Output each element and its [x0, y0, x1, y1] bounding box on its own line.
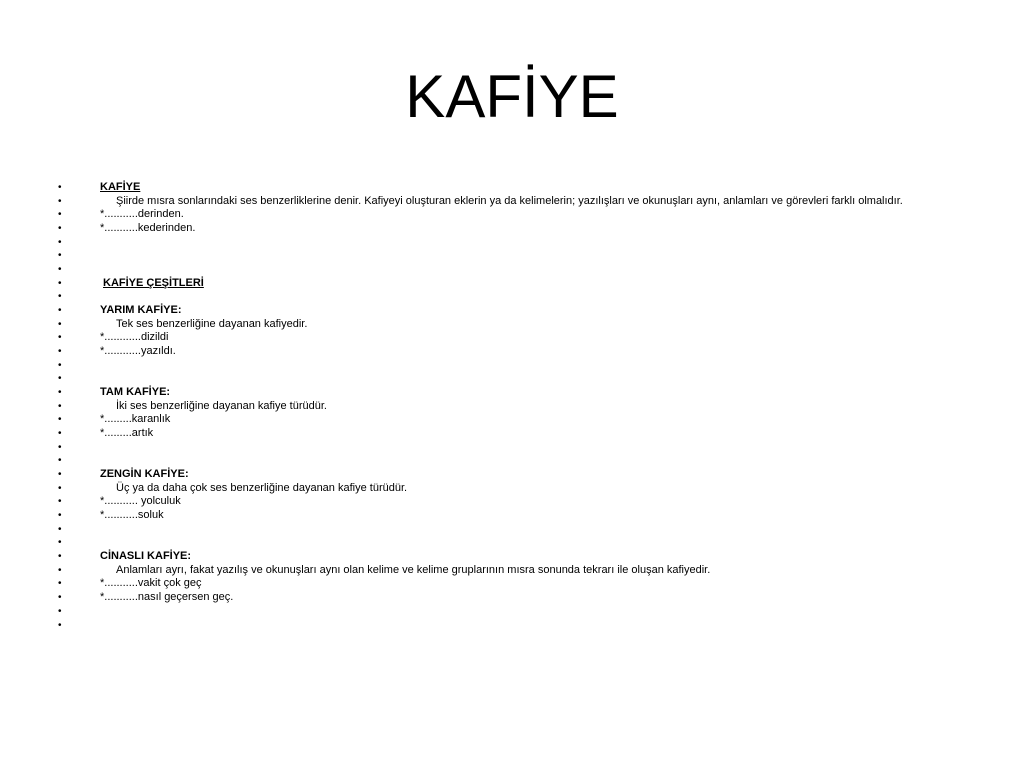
bullet-icon: • [58, 414, 62, 426]
list-item-text: Anlamları ayrı, fakat yazılış ve okunuşları aynı olan kelime ve kelime gruplarının mısra sonunda tekrarı ile oluşan kafiyedir. [116, 563, 711, 576]
bullet-list [58, 181, 998, 632]
list-item [58, 331, 998, 345]
bullet-icon: • [58, 578, 62, 590]
bullet-icon: • [58, 441, 62, 453]
list-item [58, 372, 998, 386]
bullet-icon: • [58, 264, 62, 276]
list-item-text: Üç ya da daha çok ses benzerliğine dayanan kafiye türüdür. [116, 481, 408, 494]
list-item [58, 564, 998, 578]
bullet-icon: • [58, 510, 62, 522]
list-item [58, 318, 998, 332]
list-item-text: *...........vakit çok geç [100, 577, 202, 590]
bullet-icon: • [58, 592, 62, 604]
list-item [58, 495, 998, 509]
bullet-icon: • [58, 469, 62, 481]
list-item [58, 427, 998, 441]
bullet-icon: • [58, 564, 62, 576]
bullet-icon: • [58, 305, 62, 317]
list-item [58, 386, 998, 400]
list-item [58, 619, 998, 633]
bullet-icon: • [58, 359, 62, 371]
bullet-icon: • [58, 209, 62, 221]
list-item-text: *.........karanlık [100, 413, 171, 426]
bullet-icon: • [58, 277, 62, 289]
bullet-icon: • [58, 387, 62, 399]
bullet-icon: • [58, 195, 62, 207]
list-item [58, 195, 998, 209]
bullet-icon: • [58, 332, 62, 344]
list-item-text: Şiirde mısra sonlarındaki ses benzerliklerine denir. Kafiyeyi oluşturan eklerin ya da kelimelerin; yazılışları ve okunuşları aynı, anlamları ve görevleri farklı olmalıdır. [116, 194, 903, 207]
list-item [58, 181, 998, 195]
list-item [58, 277, 998, 291]
bullet-icon: • [58, 400, 62, 412]
section-heading: KAFİYE ÇEŞİTLERİ [103, 276, 204, 289]
bullet-icon: • [58, 373, 62, 385]
section-heading: ZENGİN KAFİYE: [100, 468, 189, 481]
list-item [58, 577, 998, 591]
list-item [58, 509, 998, 523]
bullet-icon: • [58, 496, 62, 508]
bullet-icon: • [58, 236, 62, 248]
list-item [58, 263, 998, 277]
list-item [58, 345, 998, 359]
list-item-text: *............yazıldı. [100, 345, 176, 358]
bullet-icon: • [58, 346, 62, 358]
list-item-text: *...........derinden. [100, 208, 184, 221]
bullet-icon: • [58, 605, 62, 617]
section-heading: YARIM KAFİYE: [100, 304, 182, 317]
list-item [58, 290, 998, 304]
list-item [58, 400, 998, 414]
section-heading: CİNASLI KAFİYE: [100, 550, 192, 563]
bullet-icon: • [58, 250, 62, 262]
list-item [58, 482, 998, 496]
bullet-icon: • [58, 428, 62, 440]
list-item-text: *...........soluk [100, 509, 164, 522]
list-item [58, 359, 998, 373]
list-item [58, 304, 998, 318]
section-heading: TAM KAFİYE: [100, 386, 171, 399]
list-item-text: İki ses benzerliğine dayanan kafiye türüdür. [116, 399, 327, 412]
list-item [58, 222, 998, 236]
list-item [58, 441, 998, 455]
list-item [58, 605, 998, 619]
list-item-text: *........... yolculuk [100, 495, 181, 508]
list-item [58, 523, 998, 537]
list-item-text: *.........artık [100, 427, 154, 440]
bullet-icon: • [58, 482, 62, 494]
bullet-icon: • [58, 455, 62, 467]
section-heading: KAFİYE [100, 181, 141, 193]
bullet-icon: • [58, 318, 62, 330]
list-item [58, 468, 998, 482]
slide-title: KAFİYE [405, 63, 619, 130]
list-item [58, 536, 998, 550]
list-item [58, 236, 998, 250]
bullet-icon: • [58, 551, 62, 563]
list-item-text: *............dizildi [100, 331, 169, 344]
bullet-icon: • [58, 291, 62, 303]
bullet-icon: • [58, 523, 62, 535]
list-item [58, 591, 998, 605]
list-item-text: *...........kederinden. [100, 222, 196, 235]
list-item-text: Tek ses benzerliğine dayanan kafiyedir. [116, 317, 308, 330]
list-item-text: *...........nasıl geçersen geç. [100, 591, 234, 604]
list-item [58, 550, 998, 564]
list-item [58, 454, 998, 468]
bullet-icon: • [58, 619, 62, 631]
bullet-icon: • [58, 223, 62, 235]
list-item [58, 413, 998, 427]
bullet-icon: • [58, 537, 62, 549]
list-item [58, 208, 998, 222]
bullet-icon: • [58, 182, 62, 193]
list-item [58, 249, 998, 263]
